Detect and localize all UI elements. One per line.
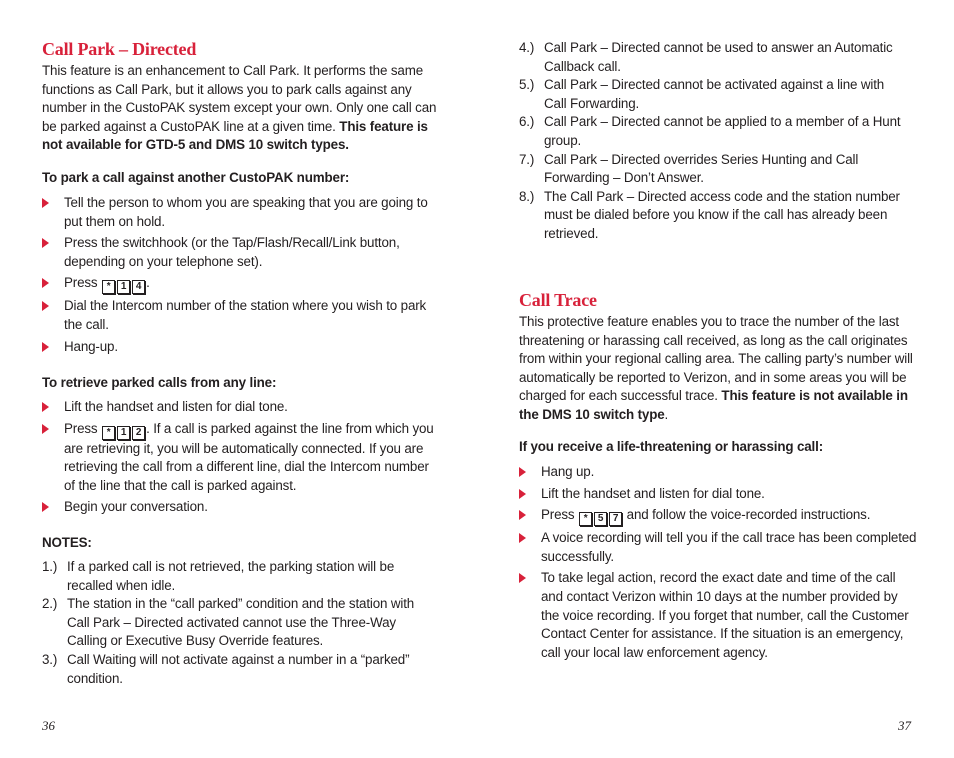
digit-key-icon: 4 [132,280,145,294]
bullet-arrow-icon [42,278,49,288]
list-item: Press the switchhook (or the Tap/Flash/Recall/Link button, depending on your telephone set). [42,234,432,271]
list-item: 6.) Call Park – Directed cannot be applied to a member of a Hunt group. [519,114,901,148]
retrieve-steps [42,398,434,517]
left-page [42,0,442,758]
digit-key-icon: 1 [117,426,130,440]
list-item: 3.) Call Waiting will not activate against a number in a “parked” condition. [42,651,410,686]
bullet-arrow-icon [519,467,526,477]
list-item: Press * 5 7 and follow the voice-recorded instructions. [519,506,917,526]
call-park-intro [42,62,442,155]
star-key-icon: * [102,280,115,294]
list-item: 1.) If a parked call is not retrieved, the parking station will be recalled when idle. [42,559,395,593]
intro-availability-note: This feature is not available in the DMS 10 switch type [519,388,908,422]
list-item: Hang-up. [42,338,432,357]
list-item: 8.) The Call Park – Directed access code and the station number must be dialed before you know if the call has already been retrieved. [519,188,900,241]
park-heading: To park a call against another CustoPAK number: [42,170,350,185]
call-park-directed-title: Call Park – Directed [42,39,197,59]
park-steps [42,194,432,356]
digit-key-icon: 1 [117,280,130,294]
bullet-arrow-icon [42,301,49,311]
list-item: A voice recording will tell you if the call trace has been completed successfully. [519,529,917,566]
list-item: 2.) The station in the “call parked” condition and the station with Call Park – Directed activated cannot use the Three-Way Calling or Executive Busy Override features. [42,596,415,649]
bullet-arrow-icon [42,424,49,434]
intro-text: This feature is an enhancement to Call Park. It performs the same functions as Call Park, but it allows you to park calls against any number in the CustoPAK system except your own. Only one call can be parked against a CustoPAK line at a given time. [42,63,437,134]
bullet-arrow-icon [519,489,526,499]
digit-key-icon: 5 [594,512,607,526]
list-item: Begin your conversation. [42,498,434,517]
list-item: 7.) Call Park – Directed overrides Series Hunting and Call Forwarding – Don’t Answer. [519,151,859,186]
right-page [519,0,919,758]
bullet-arrow-icon [519,533,526,543]
notes-list [42,558,422,688]
list-item: To take legal action, record the exact date and time of the call and contact Verizon within 10 days at the number provided by the voice recording. If you forget that number, call the Customer Contact Center for assistance. If the situation is an emergency, call your local law enforcement agency. [519,569,917,662]
list-item: Tell the person to whom you are speaking that you are going to put them on hold. [42,194,432,231]
notes-heading: NOTES: [42,535,92,550]
list-item: 5.) Call Park – Directed cannot be activated against a line with Call Forwarding. [519,77,885,111]
notes-list-continued [519,39,904,244]
call-trace-intro: This protective feature enables you to trace the number of the last threatening or harassing call received, as long as the call originates from within your regional calling area. The calling party’s number will automatically be reported to Verizon, and in some areas you will be charged for each successful trace. This feature is not available in the DMS 10 switch type. [519,314,913,422]
digit-key-icon: 2 [132,426,145,440]
list-item: Hang up. [519,463,917,482]
bullet-arrow-icon [42,502,49,512]
list-item: Press * 1 2 . If a call is parked against the line from which you are retrieving it, you will be automatically connected. If you are retrieving the call from a different line, dial the Intercom number of the line that the call is parked against. [42,420,434,496]
page-number-left: 36 [42,718,55,733]
bullet-arrow-icon [42,238,49,248]
list-item: Lift the handset and listen for dial tone. [519,485,917,504]
retrieve-heading: To retrieve parked calls from any line: [42,375,277,390]
intro-text: This protective feature enables you to trace the number of the last threatening or harassing call received, as long as the call originates from within your regional calling area. The calling party’s number will automatically be reported to Verizon, and in some areas you will be charged for each successful trace. [519,314,913,404]
bullet-arrow-icon [519,573,526,583]
call-trace-title: Call Trace [519,290,597,310]
trace-heading: If you receive a life-threatening or harassing call: [519,439,824,454]
trace-steps [519,463,917,662]
star-key-icon: * [102,426,115,440]
digit-key-icon: 7 [609,512,622,526]
bullet-arrow-icon [519,510,526,520]
bullet-arrow-icon [42,198,49,208]
list-item: Press * 1 4 . [42,274,432,294]
list-item: Lift the handset and listen for dial tone. [42,398,434,417]
intro-availability-note: This feature is not available for GTD-5 and DMS 10 switch types. [42,118,428,153]
list-item: Dial the Intercom number of the station where you wish to park the call. [42,297,432,334]
bullet-arrow-icon [42,342,49,352]
star-key-icon: * [579,512,592,526]
list-item: 4.) Call Park – Directed cannot be used to answer an Automatic Callback call. [519,40,893,74]
bullet-arrow-icon [42,402,49,412]
page-number-right: 37 [898,718,911,733]
